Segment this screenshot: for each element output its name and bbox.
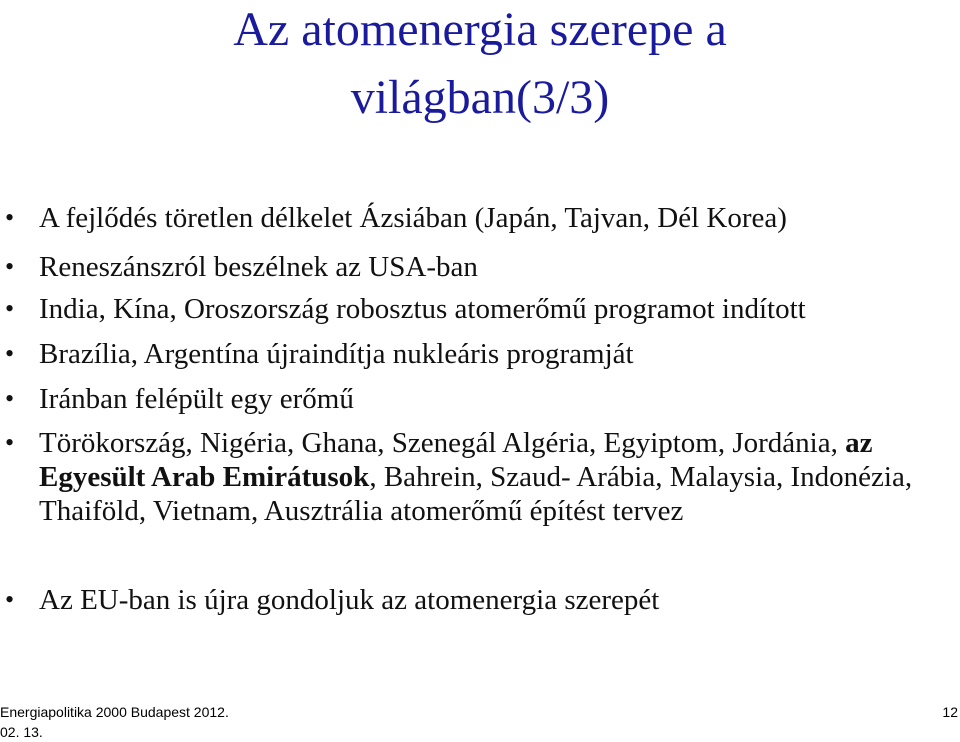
bullet-icon: • (5, 585, 15, 614)
bullet-icon: • (5, 384, 15, 413)
footer-event-date: Energiapolitika 2000 Budapest 2012. 02. 13. (0, 704, 229, 740)
bullet-text: Brazília, Argentína újraindítja nukleáris programját (39, 338, 634, 370)
bullet-text-part: , Bahrein, Szaud- Arábia, Malaysia, Indonézia, Thaiföld, Vietnam, Ausztrália atomerőmű építést tervez (39, 461, 913, 527)
bullet-text: Az EU-ban is újra gondoljuk az atomenergia szerepét (39, 584, 660, 616)
bullet-text: Iránban felépült egy erőmű (39, 383, 354, 415)
slide-title-line1: Az atomenergia szerepe a (233, 3, 727, 56)
bullet-icon: • (5, 203, 15, 232)
bullet-icon: • (5, 294, 15, 323)
bullet-text: Reneszánszról beszélnek az USA-ban (39, 251, 478, 283)
page-number: 12 (942, 704, 958, 720)
bullet-text: A fejlődés töretlen délkelet Ázsiában (Japán, Tajvan, Dél Korea) (39, 202, 787, 234)
bullet-text: India, Kína, Oroszország robosztus atomerőmű programot indított (39, 293, 806, 325)
bullet-text (39, 426, 954, 528)
bullet-text-part: Törökország, Nigéria, Ghana, Szenegál Algéria, Egyiptom, Jordánia, (39, 427, 846, 459)
bullet-text-bold: az Egyesült Arab Emirátusok (39, 427, 873, 493)
slide-title-line2: világban(3/3) (350, 71, 610, 124)
bullet-icon: • (5, 428, 15, 457)
bullet-icon: • (5, 339, 15, 368)
bullet-icon: • (5, 252, 15, 281)
